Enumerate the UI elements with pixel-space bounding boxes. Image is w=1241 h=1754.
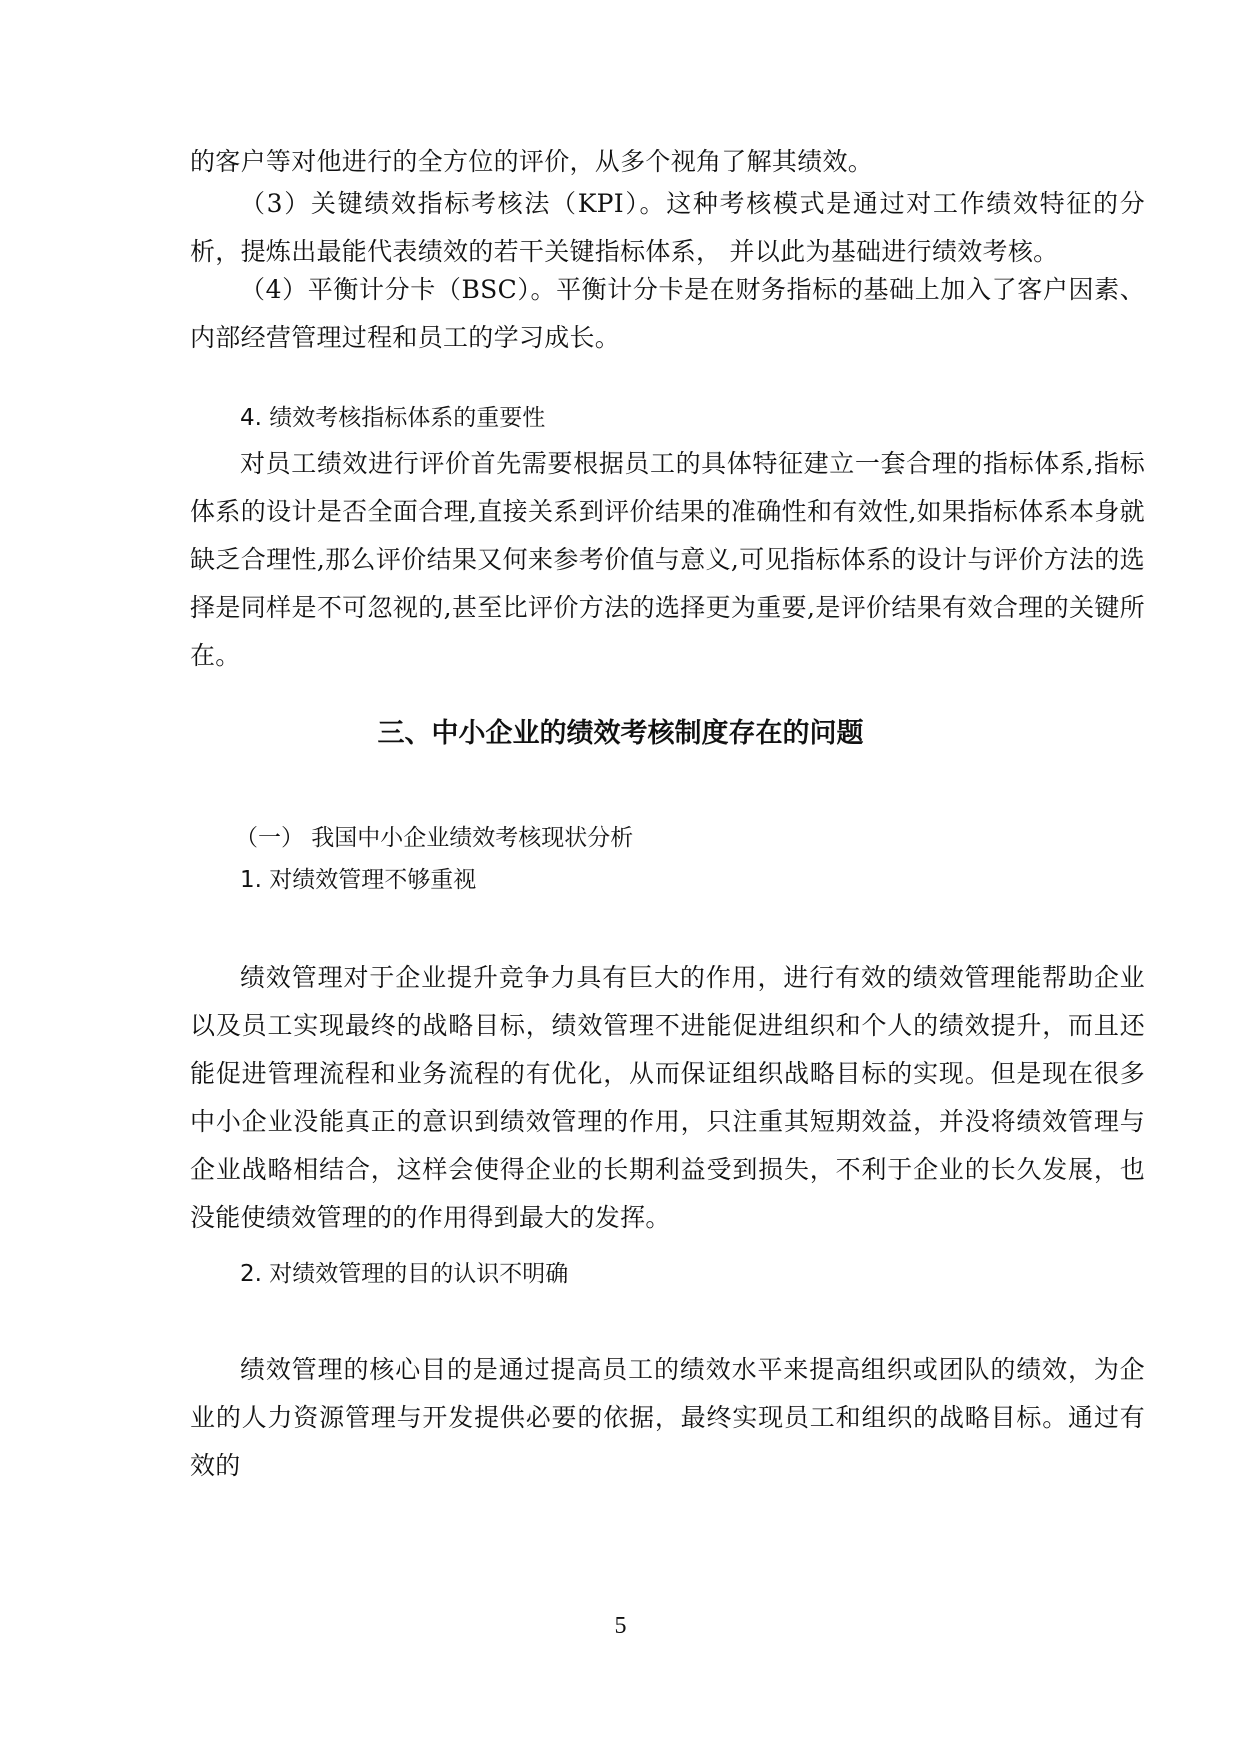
- section-heading-status-analysis: （一） 我国中小企业绩效考核现状分析: [235, 825, 634, 851]
- chapter-title: 三、中小企业的绩效考核制度存在的问题: [377, 718, 864, 749]
- paragraph-indicator-system: 对员工绩效进行评价首先需要根据员工的具体特征建立一套合理的指标体系,指标体系的设计是否全面合理,直接关系到评价结果的准确性和有效性,如果指标体系本身就缺乏合理性,那么评价结果又何来参考价值与意义,可见指标体系的设计与评价方法的选择是同样是不可忽视的,甚至比评价方法的选择更为重要,是评价结果有效合理的关键所在。: [190, 449, 1145, 670]
- paragraph-performance-role: 绩效管理对于企业提升竞争力具有巨大的作用，进行有效的绩效管理能帮助企业以及员工实现最终的战略目标，绩效管理不进能促进组织和个人的绩效提升，而且还能促进管理流程和业务流程的有优化，从而保证组织战略目标的实现。但是现在很多中小企业没能真正的意识到绩效管理的作用，只注重其短期效益，并没将绩效管理与企业战略相结合，这样会使得企业的长期利益受到损失，不利于企业的长久发展，也没能使绩效管理的的作用得到最大的发挥。: [190, 963, 1145, 1232]
- paragraph-360-evaluation-end: 的客户等对他进行的全方位的评价，从多个视角了解其绩效。: [190, 147, 874, 176]
- paragraph-bsc: （4）平衡计分卡（BSC）。平衡计分卡是在财务指标的基础上加入了客户因素、内部经营管理过程和员工的学习成长。: [190, 275, 1145, 352]
- subheading-unclear-purpose: 2. 对绩效管理的目的认识不明确: [240, 1261, 569, 1287]
- subheading-not-valued: 1. 对绩效管理不够重视: [240, 867, 477, 893]
- paragraph-kpi: （3）关键绩效指标考核法（KPI）。这种考核模式是通过对工作绩效特征的分析，提炼出最能代表绩效的若干关键指标体系， 并以此为基础进行绩效考核。: [190, 189, 1145, 266]
- page-number: 5: [614, 1613, 627, 1639]
- paragraph-core-purpose: 绩效管理的核心目的是通过提高员工的绩效水平来提高组织或团队的绩效，为企业的人力资源管理与开发提供必要的依据，最终实现员工和组织的战略目标。通过有效的: [190, 1355, 1145, 1480]
- heading-indicator-importance: 4. 绩效考核指标体系的重要性: [240, 405, 546, 431]
